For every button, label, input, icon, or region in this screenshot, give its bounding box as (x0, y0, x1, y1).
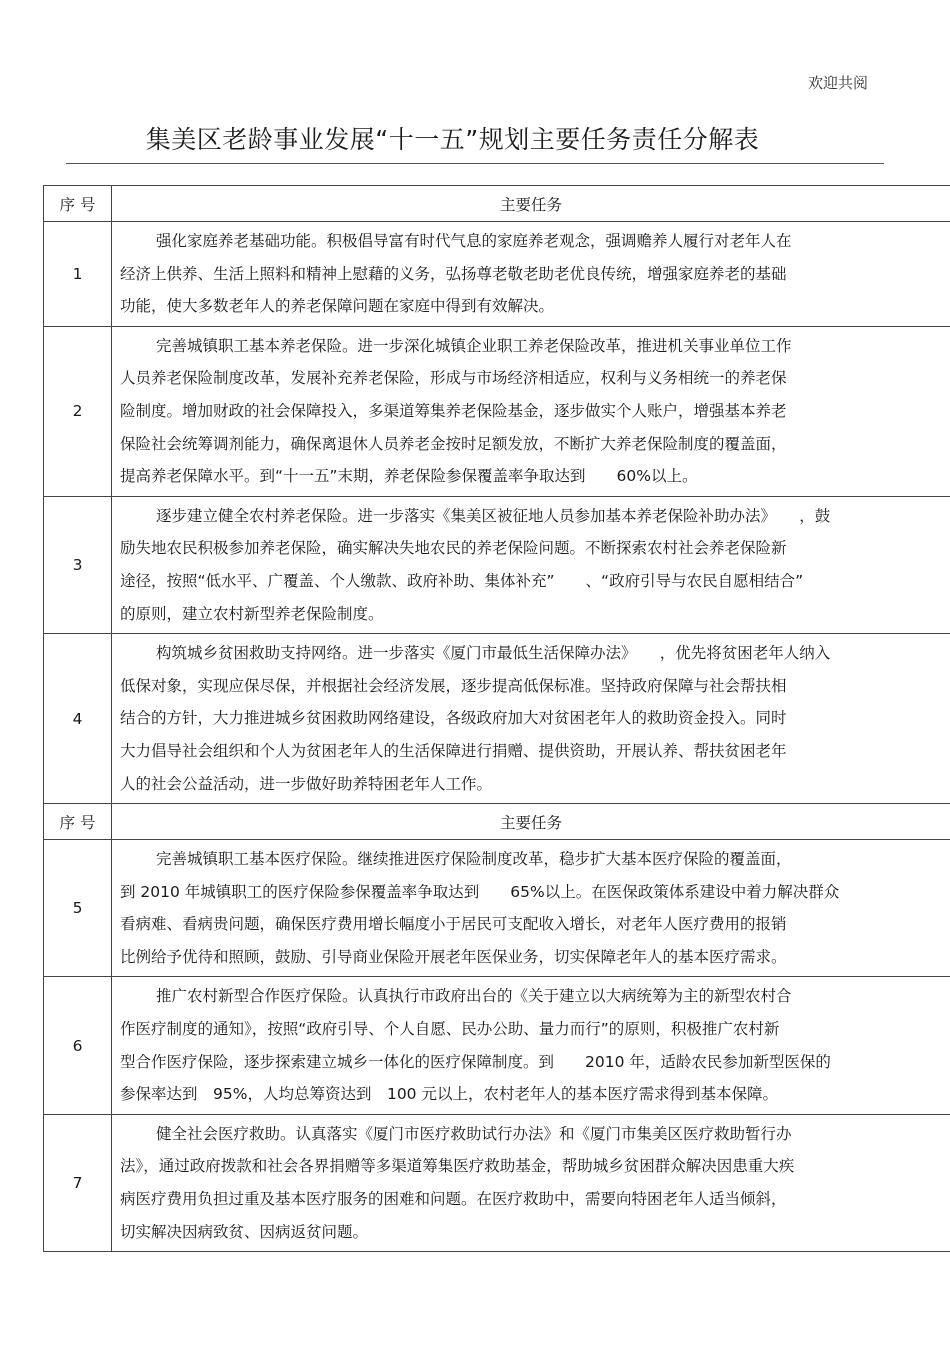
table-row (44, 1114, 950, 1251)
row-number: 6 (44, 977, 112, 1114)
task-line: 途径，按照“低水平、广覆盖、个人缴款、政府补助、集体补充” 、“政府引导与农民自愿相结合” (120, 571, 804, 590)
row-number: 4 (44, 634, 112, 804)
task-line: 大力倡导社会组织和个人为贫困老年人的生活保障进行捐赠、提供资助，开展认养、帮扶贫困老年 (120, 741, 787, 760)
task-line: 完善城镇职工基本养老保险。进一步深化城镇企业职工养老保险改革，推进机关事业单位工作 (156, 336, 792, 355)
task-line: 人员养老保险制度改革，发展补充养老保险，形成与市场经济相适应，权利与义务相统一的养老保 (120, 369, 787, 388)
task-line: 险制度。增加财政的社会保障投入，多渠道筹集养老保险基金，逐步做实个人账户，增强基本养老 (120, 401, 787, 420)
table-row (44, 977, 950, 1114)
title-rule (66, 163, 884, 164)
row-number: 5 (44, 840, 112, 977)
task-text (112, 222, 950, 327)
task-line: 参保率达到 95%，人均总筹资达到 100 元以上，农村老年人的基本医疗需求得到基本保障。 (120, 1085, 778, 1104)
task-line: 逐步建立健全农村养老保险。进一步落实《集美区被征地人员参加基本养老保险补助办法》 ，鼓 (156, 506, 831, 525)
table-row (44, 840, 950, 977)
row-number: 2 (44, 326, 112, 496)
task-line: 病医疗费用负担过重及基本医疗服务的困难和问题。在医疗救助中，需要向特困老年人适当倾斜， (120, 1190, 787, 1209)
table-row (44, 222, 950, 327)
task-line: 法》，通过政府拨款和社会各界捐赠等多渠道筹集医疗救助基金，帮助城乡贫困群众解决因患重大疾 (120, 1157, 795, 1176)
row-number: 7 (44, 1114, 112, 1251)
column-header-task: 主要任务 (112, 186, 950, 222)
task-text (112, 977, 950, 1114)
row-number: 3 (44, 496, 112, 633)
task-line: 完善城镇职工基本医疗保险。继续推进医疗保险制度改革，稳步扩大基本医疗保险的覆盖面， (156, 850, 792, 869)
task-line: 强化家庭养老基础功能。积极倡导富有时代气息的家庭养老观念，强调赡养人履行对老年人在 (156, 232, 792, 250)
table-row (44, 634, 950, 804)
row-number: 1 (44, 222, 112, 327)
column-header-no: 序 号 (44, 186, 112, 222)
task-line: 健全社会医疗救助。认真落实《厦门市医疗救助试行办法》和《厦门市集美区医疗救助暂行办 (156, 1124, 792, 1143)
task-line: 的原则，建立农村新型养老保险制度。 (120, 604, 384, 623)
task-line: 切实解决因病致贫、因病返贫问题。 (120, 1222, 369, 1241)
task-line: 结合的方针，大力推进城乡贫困救助网络建设，各级政府加大对贫困老年人的救助资金投入。同时 (120, 709, 787, 728)
task-line: 看病难、看病贵问题，确保医疗费用增长幅度小于居民可支配收入增长，对老年人医疗费用的报销 (120, 915, 787, 934)
task-line: 功能，使大多数老年人的养老保障问题在家庭中得到有效解决。 (120, 297, 555, 316)
task-text (112, 326, 950, 496)
task-text (112, 634, 950, 804)
document-title: 集美区老龄事业发展“十一五”规划主要任务责任分解表 (145, 125, 760, 154)
task-table-body (44, 186, 950, 1252)
task-line: 经济上供养、生活上照料和精神上慰藉的义务，弘扬尊老敬老助老优良传统，增强家庭养老的基础 (120, 264, 787, 283)
task-line: 励失地农民积极参加养老保险，确实解决失地农民的养老保险问题。不断探索农村社会养老保险新 (120, 539, 787, 558)
task-text (112, 496, 950, 633)
column-header-no: 序 号 (44, 804, 112, 840)
task-line: 低保对象，实现应保尽保，并根据社会经济发展，逐步提高低保标准。坚持政府保障与社会帮扶相 (120, 676, 787, 695)
task-line: 构筑城乡贫困救助支持网络。进一步落实《厦门市最低生活保障办法》 ，优先将贫困老年人纳入 (156, 644, 831, 663)
task-line: 型合作医疗保险，逐步探索建立城乡一体化的医疗保障制度。到 2010 年，适龄农民参加新型医保的 (120, 1052, 831, 1071)
task-table (43, 185, 950, 1252)
task-line: 比例给予优待和照顾，鼓励、引导商业保险开展老年医保业务，切实保障老年人的基本医疗需求。 (120, 947, 787, 966)
task-line: 作医疗制度的通知》，按照“政府引导、个人自愿、民办公助、量力而行”的原则，积极推广农村新 (120, 1020, 780, 1039)
task-line: 保险社会统筹调剂能力，确保离退休人员养老金按时足额发放，不断扩大养老保险制度的覆盖面， (120, 434, 787, 453)
table-header-row (44, 804, 950, 840)
task-text (112, 1114, 950, 1251)
table-header-row (44, 186, 950, 222)
task-line: 人的社会公益活动，进一步做好助养特困老年人工作。 (120, 774, 493, 793)
table-row (44, 326, 950, 496)
column-header-task: 主要任务 (112, 804, 950, 840)
task-line: 到 2010 年城镇职工的医疗保险参保覆盖率争取达到 65%以上。在医保政策体系建设中着力解决群众 (120, 882, 840, 901)
header-note: 欢迎共阅 (808, 74, 869, 92)
task-line: 提高养老保障水平。到“十一五”末期，养老保险参保覆盖率争取达到 60%以上。 (120, 467, 698, 486)
table-row (44, 496, 950, 633)
task-text (112, 840, 950, 977)
task-line: 推广农村新型合作医疗保险。认真执行市政府出台的《关于建立以大病统筹为主的新型农村合 (156, 987, 792, 1006)
